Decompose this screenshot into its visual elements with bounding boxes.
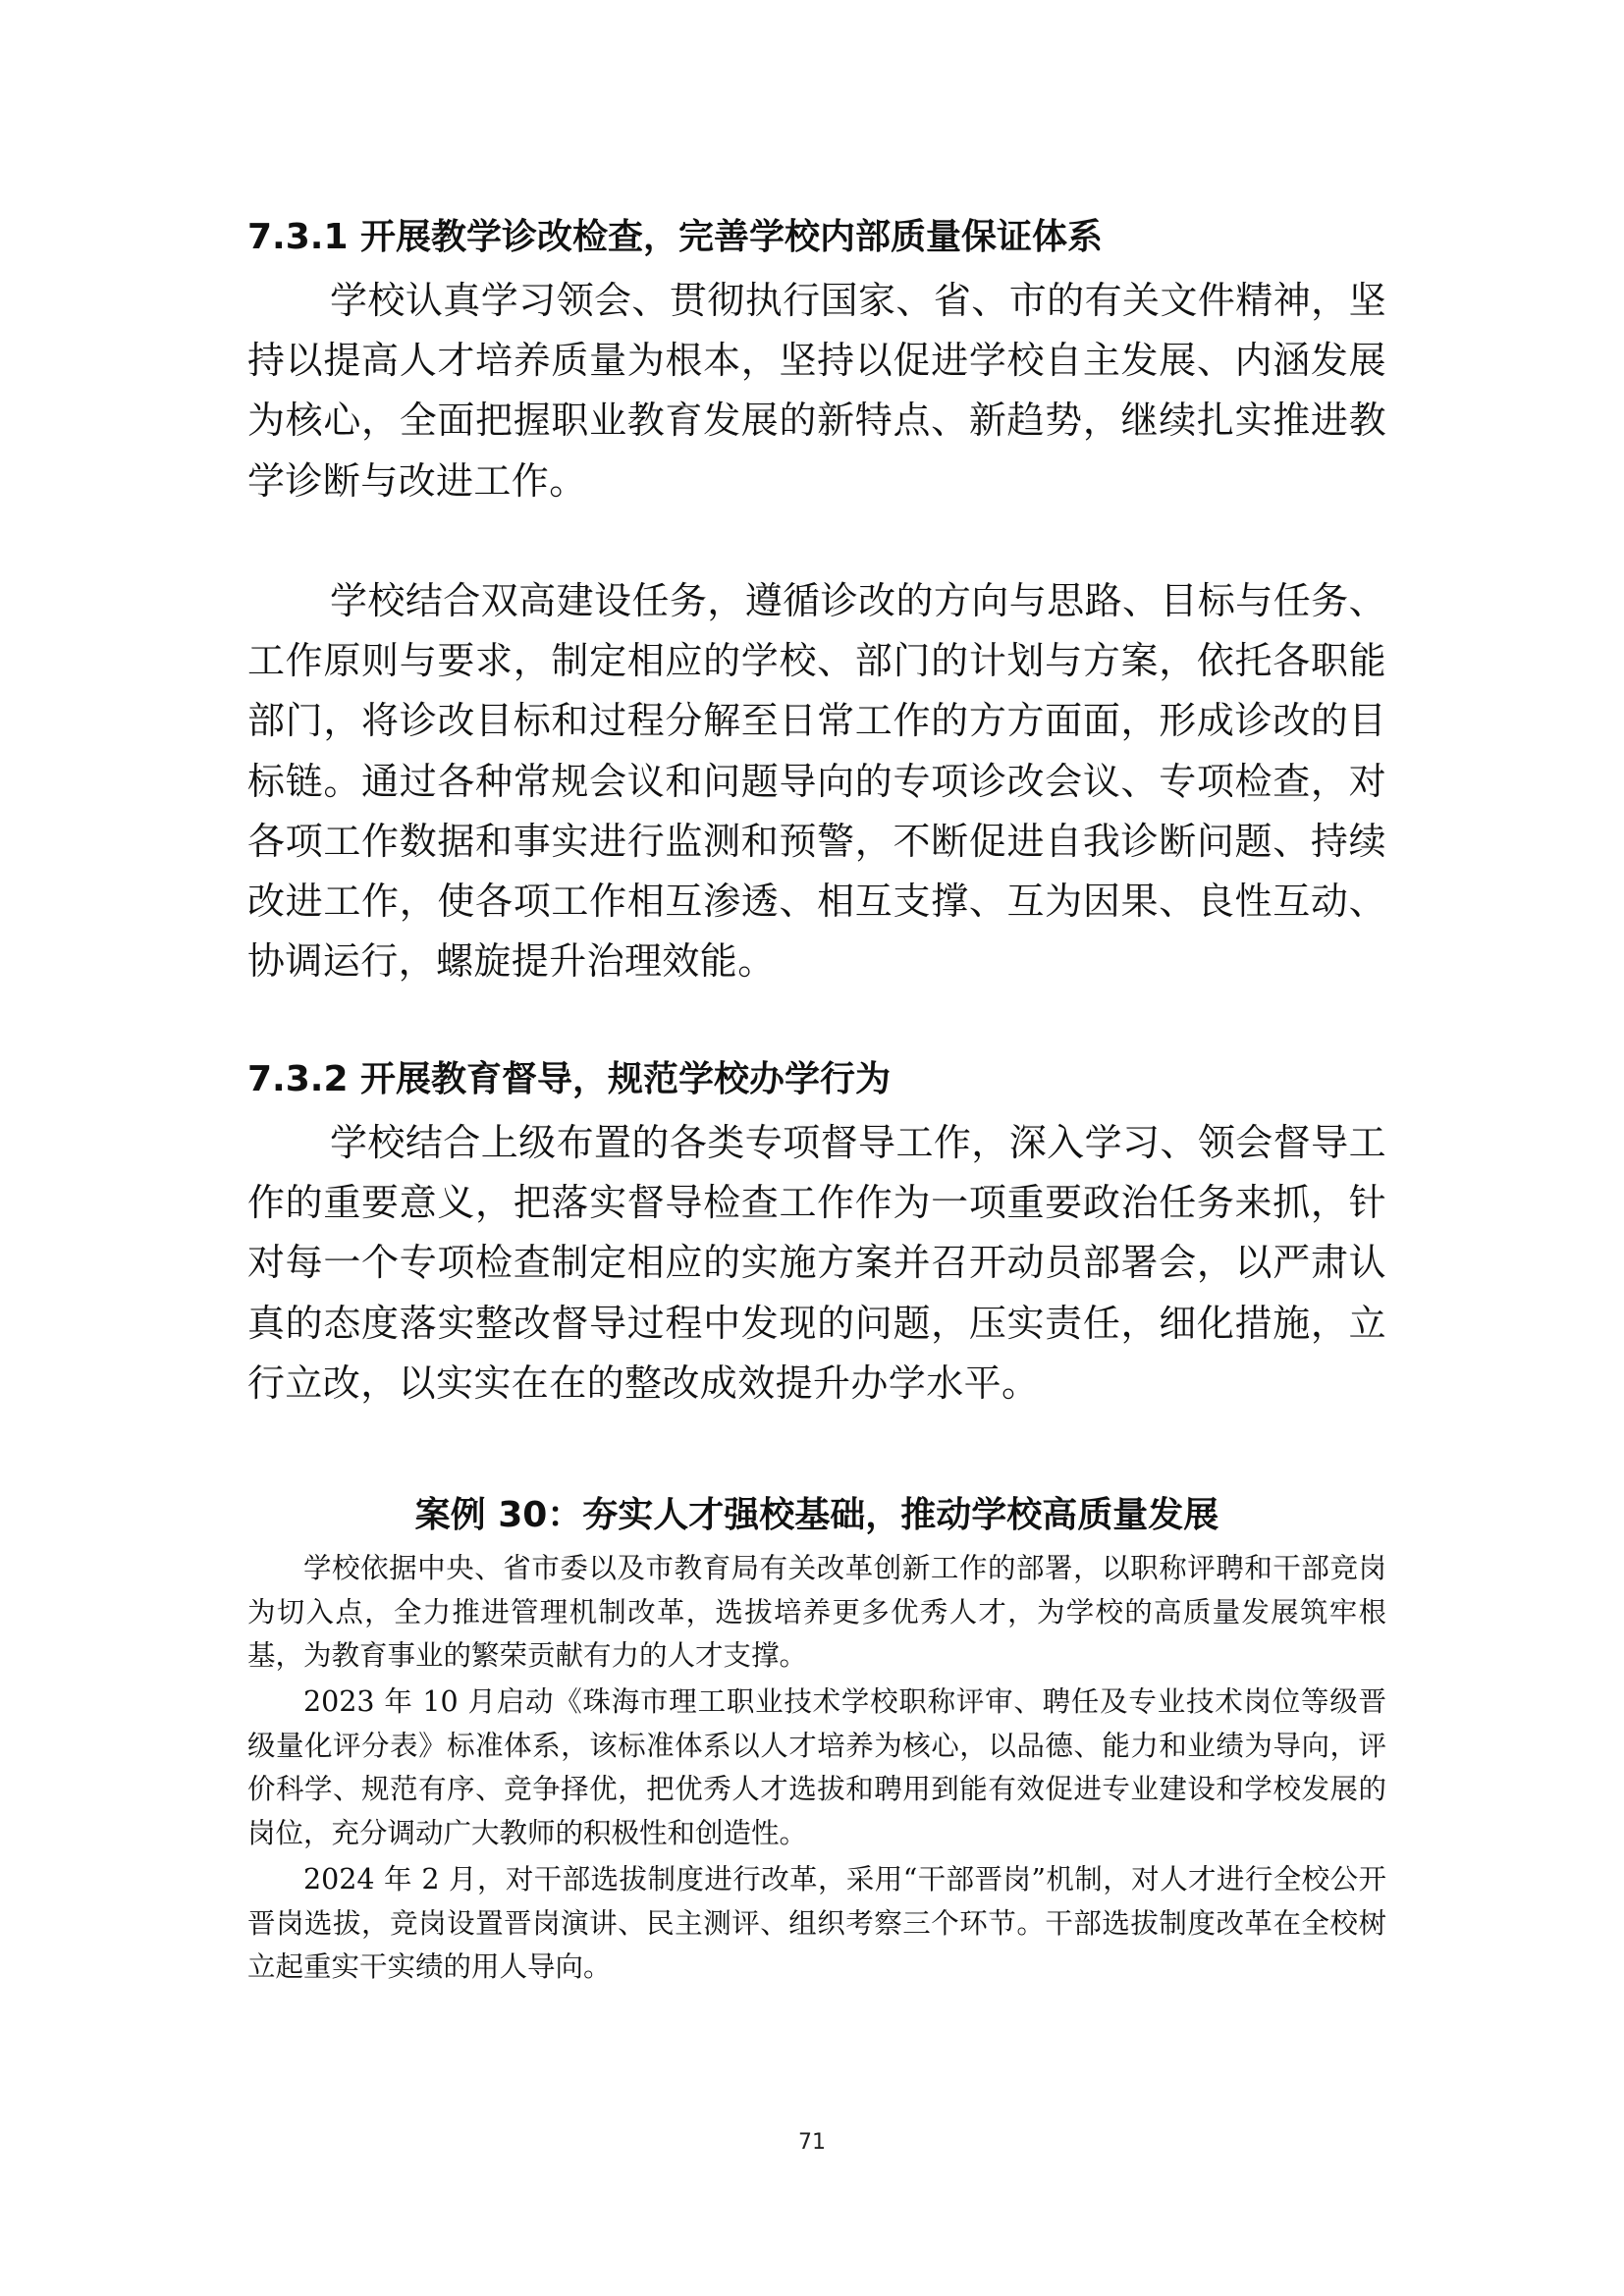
case-paragraph-2: 2023 年 10 月启动《珠海市理工职业技术学校职称评审、聘任及专业技术岗位等级晋级量化评分表》标准体系，该标准体系以人才培养为核心，以品德、能力和业绩为导向，评价科学、规范有序、竞争择优，把优秀人才选拔和聘用到能有效促进专业建设和学校发展的岗位，充分调动广大教师的积极性和创造性。 [247, 1685, 1386, 1849]
case-paragraph-3: 2024 年 2 月，对干部选拔制度进行改革，采用“干部晋岗”机制，对人才进行全校公开晋岗选拔，竞岗设置晋岗演讲、民主测评、组织考察三个环节。干部选拔制度改革在全校树立起重实干实绩的用人导向。 [247, 1863, 1386, 1984]
paragraph-7-3-1-2: 学校结合双高建设任务，遵循诊改的方向与思路、目标与任务、工作原则与要求，制定相应的学校、部门的计划与方案，依托各职能部门，将诊改目标和过程分解至日常工作的方方面面，形成诊改的目标链。通过各种常规会议和问题导向的专项诊改会议、专项检查，对各项工作数据和事实进行监测和预警，不断促进自我诊断问题、持续改进工作，使各项工作相互渗透、相互支撑、互为因果、良性互动、协调运行，螺旋提升治理效能。 [247, 579, 1386, 984]
section-heading-7-3-1: 7.3.1 开展教学诊改检查，完善学校内部质量保证体系 [247, 217, 1104, 257]
section-heading-7-3-2: 7.3.2 开展教育督导，规范学校办学行为 [247, 1059, 892, 1099]
paragraph-7-3-1-1: 学校认真学习领会、贯彻执行国家、省、市的有关文件精神，坚持以提高人才培养质量为根本，坚持以促进学校自主发展、内涵发展为核心，全面把握职业教育发展的新特点、新趋势，继续扎实推进教学诊断与改进工作。 [247, 279, 1386, 503]
paragraph-7-3-2-1: 学校结合上级布置的各类专项督导工作，深入学习、领会督导工作的重要意义，把落实督导检查工作作为一项重要政治任务来抓，针对每一个专项检查制定相应的实施方案并召开动员部署会，以严肃认真的态度落实整改督导过程中发现的问题，压实责任，细化措施，立行立改，以实实在在的整改成效提升办学水平。 [247, 1121, 1386, 1405]
case-title: 案例 30：夯实人才强校基础，推动学校高质量发展 [414, 1495, 1219, 1535]
case-paragraph-1: 学校依据中央、省市委以及市教育局有关改革创新工作的部署，以职称评聘和干部竞岗为切入点，全力推进管理机制改革，选拔培养更多优秀人才，为学校的高质量发展筑牢根基，为教育事业的繁荣贡献有力的人才支撑。 [247, 1552, 1386, 1673]
page-number: 71 [798, 2130, 826, 2155]
